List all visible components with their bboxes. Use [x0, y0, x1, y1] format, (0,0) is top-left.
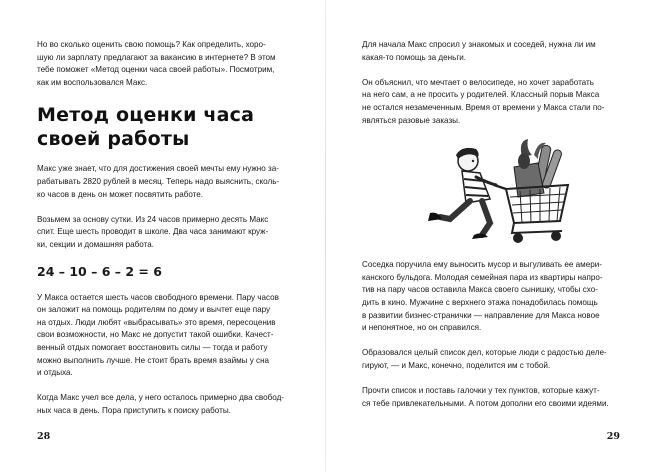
left-page [0, 0, 325, 472]
text-line: У Макса остается шесть часов свободного времени. Пару часов [37, 292, 279, 302]
paragraph [37, 214, 305, 252]
paragraph [362, 259, 620, 335]
paragraph [37, 392, 305, 417]
text-line: на него сам, а не просить у родителей. Классный порыв Макса [362, 90, 600, 100]
page-number: 28 [37, 431, 51, 442]
text-line: и непонятное, но он справился. [362, 323, 482, 333]
right-page [325, 0, 650, 472]
text-line: дить в кино. Мужчине с верхнего этажа понадобилась помощь [362, 297, 598, 307]
paragraph [362, 347, 620, 372]
text-line: какая-то помощь за деньги. [362, 52, 467, 62]
paragraph [37, 292, 305, 380]
text-line: шую ли зарплату предлагают за вакансию в интернете? В этом [37, 52, 276, 62]
text-line: ко часов в день он может посвятить работе. [37, 189, 204, 199]
text-line: канского бульдога. Молодая семейная пара из квартиры напро- [362, 272, 603, 282]
paragraph [362, 385, 620, 410]
heading-line: Метод оценки часа [37, 104, 255, 127]
text-line: тебе поможет «Метод оценки часа своей работы». Посмотрим, [37, 65, 275, 75]
boy-pushing-shopping-cart-icon [410, 139, 590, 247]
text-line: спит. Еще шесть проводит в школе. Два часа занимают круж- [37, 227, 269, 237]
text-line: Соседка поручила ему выносить мусор и выгуливать ее амери- [362, 260, 602, 270]
text-line: можно выполнить лучше. Не стоит брать время взаймы у сна [37, 355, 270, 365]
page-number: 29 [606, 431, 620, 442]
text-line: ся тебе привлекательными. А потом дополни его своими идеями. [362, 398, 609, 408]
text-line: не остался незамеченным. Время от времени у Макса стали по- [362, 102, 605, 112]
paragraph [37, 163, 305, 201]
intro-paragraph [37, 39, 305, 89]
text-line: Но во сколько оценить свою помощь? Как определить, хоро- [37, 40, 266, 49]
heading-line: своей работы [37, 128, 190, 151]
text-line: свои возможности, но Макс не допустит такой ошибки. Качест- [37, 330, 274, 340]
text-line: Образовался целый список дел, которые люди с радостью деле- [362, 348, 607, 358]
text-line: ных часа в день. Пора приступить к поиску работы. [37, 405, 231, 415]
text-line: рабатывать 2820 рублей в месяц. Теперь надо выяснить, сколь- [37, 176, 280, 186]
text-line: Макс уже знает, что для достижения своей мечты ему нужно за- [37, 164, 279, 174]
text-line: Для начала Макс спросил у знакомых и соседей, нужна ли им [362, 40, 596, 49]
text-line: и отдыха. [37, 368, 73, 378]
section-heading [37, 103, 305, 151]
formula: 24 – 10 – 6 – 2 = 6 [37, 263, 162, 279]
text-line: Возьмем за основу сутки. Из 24 часов примерно десять Макс [37, 214, 269, 224]
paragraph [362, 77, 620, 127]
text-line: как им воспользовался Макс. [37, 77, 148, 87]
text-line: Когда Макс учел все дела, у него осталось примерно два свобод- [37, 393, 284, 403]
text-line: Он объяснил, что мечтает о велосипеде, но хочет заработать [362, 77, 594, 87]
text-line: являться разовые заказы. [362, 115, 461, 125]
text-line: Прочти список и поставь галочки у тех пунктов, которые кажут- [362, 386, 600, 396]
paragraph [362, 39, 620, 64]
text-line: в развитии бизнес-странички — направление для Макса новое [362, 310, 600, 320]
text-line: гируют, — и Макс, конечно, поделится им с тобой. [362, 360, 551, 370]
text-line: тив на пару часов оставила Макса своего сынишку, чтобы схо- [362, 285, 598, 295]
text-line: на отдых. Люди любят «выбрасывать» это время, пересоценив [37, 317, 276, 327]
text-line: ки, секции и домашняя работа. [37, 239, 154, 249]
text-line: он заложит на помощь родителям по дому и вычтет еще пару [37, 305, 271, 315]
text-line: венный отдых помогает восстановить силы — тогда и работу [37, 342, 268, 352]
